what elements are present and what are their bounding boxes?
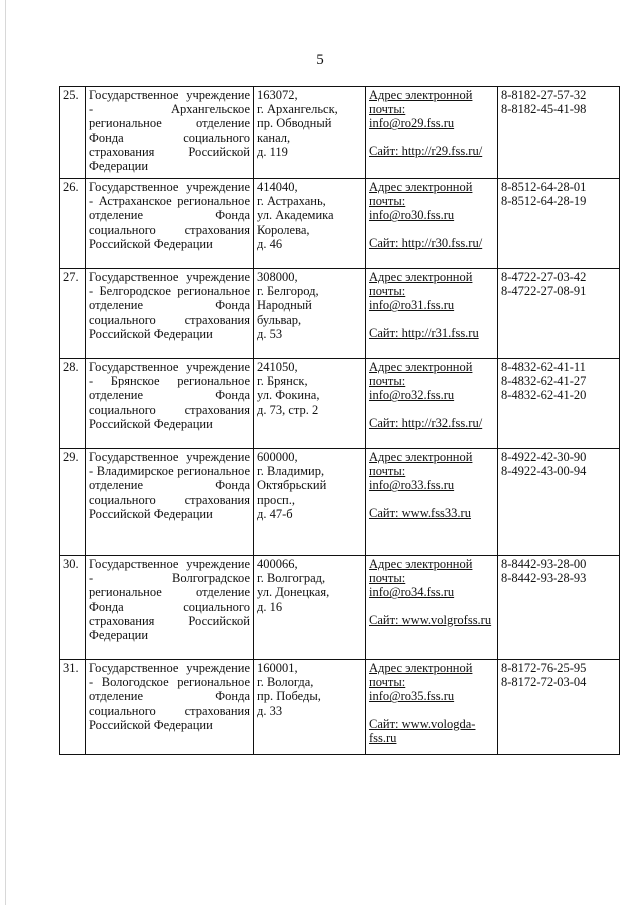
table-row bbox=[60, 660, 620, 755]
postal-address: 163072, г. Архангельск, пр. Обводный канал, д. 119 bbox=[254, 87, 366, 179]
row-number: 27. bbox=[60, 269, 86, 359]
organization-name: Государственное учреждение - Архангельское региональное отделение Фонда социального страхования Российской Федерации bbox=[86, 87, 254, 179]
row-number: 28. bbox=[60, 359, 86, 449]
table-row bbox=[60, 269, 620, 359]
website-link[interactable]: Сайт: http://r29.fss.ru/ bbox=[369, 143, 483, 158]
phone-numbers: 8-8182-27-57-32 8-8182-45-41-98 bbox=[498, 87, 620, 179]
website-link[interactable]: Сайт: www.vologda-fss.ru bbox=[369, 716, 476, 745]
page-number: 5 bbox=[316, 52, 324, 68]
row-number: 25. bbox=[60, 87, 86, 179]
email-link[interactable]: info@ro29.fss.ru bbox=[369, 116, 455, 131]
phone-numbers: 8-8512-64-28-01 8-8512-64-28-19 bbox=[498, 179, 620, 269]
email-link[interactable]: info@ro35.fss.ru bbox=[369, 689, 455, 704]
postal-address: 400066, г. Волгоград, ул. Донецкая, д. 16 bbox=[254, 556, 366, 660]
postal-address: 160001, г. Вологда, пр. Победы, д. 33 bbox=[254, 660, 366, 755]
phone-numbers: 8-8172-76-25-95 8-8172-72-03-04 bbox=[498, 660, 620, 755]
row-number: 26. bbox=[60, 179, 86, 269]
table-row bbox=[60, 87, 620, 179]
email-label: Адрес электронной почты: bbox=[369, 180, 473, 209]
email-link[interactable]: info@ro31.fss.ru bbox=[369, 298, 455, 313]
row-number: 30. bbox=[60, 556, 86, 660]
postal-address: 241050, г. Брянск, ул. Фокина, д. 73, стр. 2 bbox=[254, 359, 366, 449]
phone-numbers: 8-4832-62-41-11 8-4832-62-41-27 8-4832-62-41-20 bbox=[498, 359, 620, 449]
email-label: Адрес электронной почты: bbox=[369, 360, 473, 389]
phone-numbers: 8-4722-27-03-42 8-4722-27-08-91 bbox=[498, 269, 620, 359]
row-number: 29. bbox=[60, 449, 86, 556]
organization-name: Государственное учреждение - Белгородское региональное отделение Фонда социального страхования Российской Федерации bbox=[86, 269, 254, 359]
email-label: Адрес электронной почты: bbox=[369, 270, 473, 299]
contact-web bbox=[366, 269, 498, 359]
postal-address: 414040, г. Астрахань, ул. Академика Королева, д. 46 bbox=[254, 179, 366, 269]
contact-web bbox=[366, 556, 498, 660]
organization-name: Государственное учреждение - Брянское региональное отделение Фонда социального страхования Российской Федерации bbox=[86, 359, 254, 449]
organization-name: Государственное учреждение - Волгоградское региональное отделение Фонда социального страхования Российской Федерации bbox=[86, 556, 254, 660]
scan-edge-line bbox=[5, 0, 6, 905]
email-link[interactable]: info@ro34.fss.ru bbox=[369, 585, 455, 600]
contact-web bbox=[366, 660, 498, 755]
website-link[interactable]: Сайт: http://r32.fss.ru/ bbox=[369, 415, 483, 430]
table-row bbox=[60, 179, 620, 269]
website-link[interactable]: Сайт: http://r31.fss.ru bbox=[369, 325, 479, 340]
organization-name: Государственное учреждение - Вологодское региональное отделение Фонда социального страхования Российской Федерации bbox=[86, 660, 254, 755]
table-row bbox=[60, 556, 620, 660]
organization-name: Государственное учреждение - Астраханское региональное отделение Фонда социального страхования Российской Федерации bbox=[86, 179, 254, 269]
fss-branches-table bbox=[59, 86, 620, 755]
contact-web bbox=[366, 87, 498, 179]
phone-numbers: 8-8442-93-28-00 8-8442-93-28-93 bbox=[498, 556, 620, 660]
organization-name: Государственное учреждение - Владимирское региональное отделение Фонда социального страхования Российской Федерации bbox=[86, 449, 254, 556]
email-label: Адрес электронной почты: bbox=[369, 661, 473, 690]
email-link[interactable]: info@ro30.fss.ru bbox=[369, 208, 455, 223]
email-link[interactable]: info@ro33.fss.ru bbox=[369, 478, 455, 493]
row-number: 31. bbox=[60, 660, 86, 755]
email-label: Адрес электронной почты: bbox=[369, 88, 473, 117]
website-link[interactable]: Сайт: www.volgrofss.ru bbox=[369, 612, 492, 627]
postal-address: 600000, г. Владимир, Октябрьский просп., д. 47-б bbox=[254, 449, 366, 556]
phone-numbers: 8-4922-42-30-90 8-4922-43-00-94 bbox=[498, 449, 620, 556]
contact-web bbox=[366, 359, 498, 449]
contact-web bbox=[366, 449, 498, 556]
table-row bbox=[60, 359, 620, 449]
website-link[interactable]: Сайт: www.fss33.ru bbox=[369, 505, 471, 520]
postal-address: 308000, г. Белгород, Народный бульвар, д. 53 bbox=[254, 269, 366, 359]
email-label: Адрес электронной почты: bbox=[369, 450, 473, 479]
table-row bbox=[60, 449, 620, 556]
website-link[interactable]: Сайт: http://r30.fss.ru/ bbox=[369, 235, 483, 250]
contact-web bbox=[366, 179, 498, 269]
email-label: Адрес электронной почты: bbox=[369, 557, 473, 586]
email-link[interactable]: info@ro32.fss.ru bbox=[369, 388, 455, 403]
